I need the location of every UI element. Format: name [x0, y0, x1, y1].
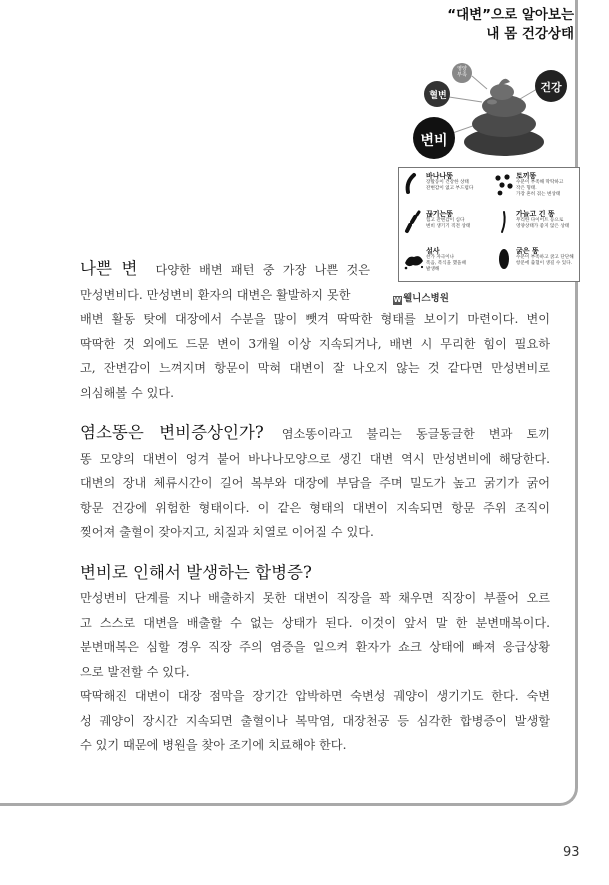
text-line: 만성변비다. 만성변비 환자의 대변은 활발하지 못한: [80, 287, 351, 302]
infographic-title: [447, 6, 574, 44]
text-line: 똥 모양의 대변이 엉겨 붙어 바나나모양으로 생긴 대변 역시 만성변비에 해당한다.: [80, 451, 550, 466]
text-line: 딱딱해진 대변이 대장 점막을 장기간 압박하면 숙변성 궤양이 생기기도 한다. 숙변: [80, 689, 550, 703]
text-line: 으로 발전할 수 있다.: [80, 664, 190, 679]
section-bad-stool: [80, 257, 550, 405]
text-line: 찢어져 출혈이 잦아지고, 치질과 치열로 이어질 수 있다.: [80, 525, 374, 539]
blood-stool-label: 혈변: [429, 91, 447, 101]
text-line: 딱딱한 것 외에도 드문 변이 3개월 이상 지속되거나, 배변 시 무리한 힘이 필요하: [80, 336, 550, 351]
section-heading: 염소똥은 변비증상인가?: [80, 423, 264, 442]
section-1-line-1: [80, 257, 370, 283]
page-number: 93: [563, 845, 580, 860]
legend-name: 굵은 똥: [516, 247, 539, 255]
section-goat-stool: [80, 421, 550, 545]
healthy-label: 건강: [540, 81, 562, 94]
legend-item-rabbit: [491, 170, 579, 206]
text-line: 성 궤양이 장시간 지속되면 출혈이나 복막염, 대장천공 등 심각한 합병증이 발생할: [80, 713, 550, 728]
legend-item-thin-long: [491, 208, 579, 244]
section-3-heading-line: [80, 561, 550, 587]
section-2-line-1: [80, 421, 550, 447]
text-line: 배변 활동 탓에 대장에서 수분을 많이 뺏겨 딱딱한 형태를 보이기 마련이다. 변이: [80, 312, 550, 326]
nutrition-deficiency-label: 영양 부족: [457, 66, 467, 78]
rabbit-stool-icon: [492, 172, 516, 196]
section-heading: 변비로 인해서 발생하는 합병증?: [80, 562, 312, 582]
constipation-label: 변비: [420, 133, 448, 149]
text-line: 고 스스로 대변을 배출할 수 없는 상태가 된다. 이것이 앞서 말 한 분변매복이다.: [80, 615, 550, 630]
text-line: 분변매복은 심할 경우 직장 주의 염증을 일으켜 환자가 쇼크 상태에 빠져 응급상황: [80, 640, 550, 654]
text-line: 다양한 배변 패턴 중 가장 나쁜 것은: [155, 263, 371, 277]
legend-name: 설사: [426, 247, 440, 255]
text-line: 수 있기 때문에 병원을 찾아 조기에 치료해야 한다.: [80, 738, 347, 752]
broken-stool-icon: [402, 210, 426, 234]
text-line: 의심해볼 수 있다.: [80, 385, 175, 400]
legend-name: 가늘고 긴 똥: [516, 210, 555, 218]
text-line: 고, 잔변감이 느껴지며 항문이 막혀 대변이 잘 나오지 않는 것 같다면 만성변비로: [80, 361, 550, 375]
banana-stool-icon: [402, 172, 426, 196]
infographic-title-line-1: “대변”으로 알아보는: [447, 7, 574, 23]
section-complications: [80, 561, 550, 758]
text-line: 염소똥이라고 불리는 동글동글한 변과 토끼: [281, 427, 550, 441]
legend-desc: 찬가 자극이나 폭음, 폭식을 했을때 발생해: [426, 255, 466, 272]
stool-health-infographic: [392, 0, 582, 304]
text-line: 만성변비 단계를 지나 배출하지 못한 대변이 직장을 꽉 채우면 직장이 부풀어 오르: [80, 591, 550, 605]
article-body: [80, 257, 550, 758]
legend-desc: 수분이 부족하고 굵고 단단해 항문에 출혈이 생길 수 있다.: [516, 255, 574, 266]
stool-pile-icon: [464, 79, 544, 156]
legend-name: 토끼똥: [516, 172, 537, 180]
section-heading: 나쁜 변: [80, 259, 138, 278]
legend-name: 끊기는똥: [426, 210, 454, 218]
text-line: 대변의 장내 체류시간이 길어 복부와 대장에 부담을 주며 밀도가 높고 굵기가 굵어: [80, 476, 550, 490]
legend-name: 바나나똥: [426, 172, 454, 180]
legend-desc: 무리한 다이어트 등으로 영양상태가 좋지 않은 상태: [516, 218, 570, 229]
legend-desc: 장활동이 건강한 상태 잔변감이 없고 부드럽다: [426, 180, 474, 191]
legend-item-broken: [401, 208, 489, 244]
legend-desc: 수분이 부족해 딱딱하고 작은 형태. 가장 흔히 겪는 변상태: [516, 180, 564, 197]
legend-item-banana: [401, 170, 489, 206]
thin-long-stool-icon: [492, 210, 516, 234]
legend-desc: 힘고 잔변감이 심다 변비 생기기 직전 상태: [426, 218, 471, 229]
infographic-title-line-2: 내 몸 건강상태: [486, 26, 574, 42]
hospital-logo-text: 웰니스병원: [403, 293, 449, 304]
hospital-mark-icon: W: [393, 296, 402, 304]
text-line: 항문 건강에 위험한 형태이다. 이 같은 형태의 대변이 지속되면 항문 주위 조직이: [80, 500, 550, 515]
